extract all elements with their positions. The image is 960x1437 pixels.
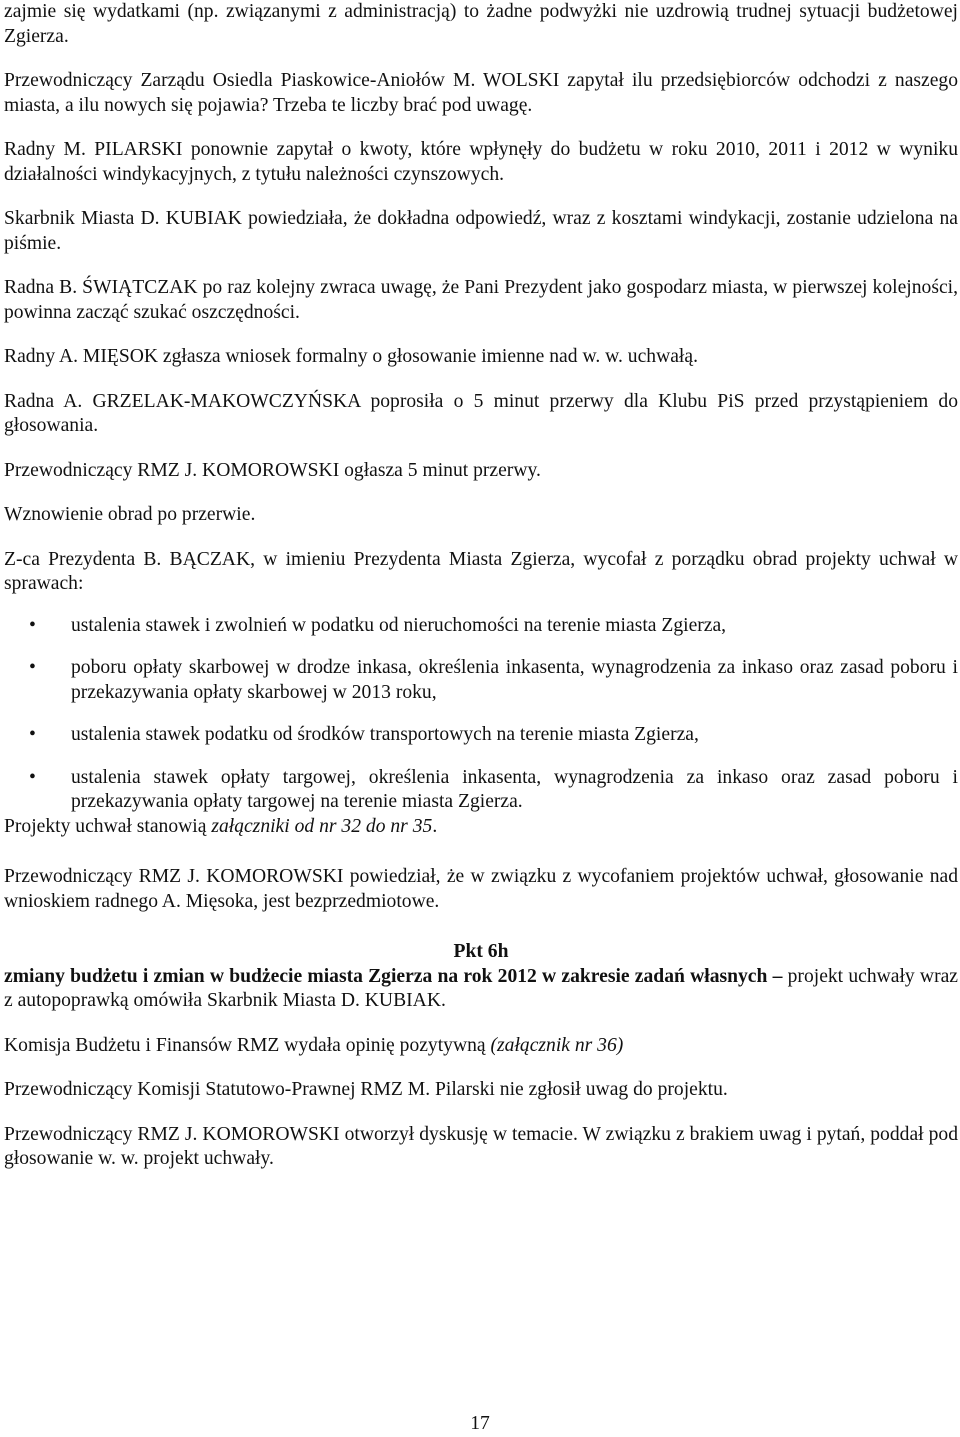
list-item [4,656,958,705]
paragraph: zajmie się wydatkami (np. związanymi z administracją) to żadne podwyżki nie uzdrowią trudnej sytuacji budżetowej Zgierza. [4,1,958,47]
paragraph: Radny A. MIĘSOK zgłasza wniosek formalny o głosowanie imienne nad w. w. uchwałą. [4,346,698,367]
list-item-text: poboru opłaty skarbowej w drodze inkasa, określenia inkasenta, wynagrodzenia za inkaso oraz zasad poboru i przekazywania opłaty skarbowej w 2013 roku, [71,657,958,703]
section-heading: Pkt 6h [453,941,509,962]
paragraph: Przewodniczący Zarządu Osiedla Piaskowice-Aniołów M. WOLSKI zapytał ilu przedsiębiorców odchodzi z naszego miasta, a ilu nowych się pojawia? Trzeba te liczby brać pod uwagę. [4,70,958,116]
list-item-text: ustalenia stawek i zwolnień w podatku od nieruchomości na terenie miasta Zgierza, [71,614,727,636]
paragraph: Radna B. ŚWIĄTCZAK po raz kolejny zwraca uwagę, że Pani Prezydent jako gospodarz miasta, w pierwszej kolejności, powinna zacząć szukać oszczędności. [4,277,958,323]
paragraph: Radna A. GRZELAK-MAKOWCZYŃSKA poprosiła o 5 minut przerwy dla Klubu PiS przed przystąpieniem do głosowania. [4,390,958,436]
list-item [4,723,958,748]
paragraph: Radny M. PILARSKI ponownie zapytał o kwoty, które wpłynęły do budżetu w roku 2010, 2011 i 2012 w wyniku działalności windykacyjnych, z tytułu należności czynszowych. [4,139,958,185]
projects-note: Projekty uchwał stanowią załączniki od nr 32 do nr 35. [4,815,438,837]
paragraph: Przewodniczący RMZ J. KOMOROWSKI ogłasza 5 minut przerwy. [4,459,541,481]
paragraph: Wznowienie obrad po przerwie. [4,504,256,525]
withdrawn-projects-list [4,614,958,815]
paragraph: Przewodniczący RMZ J. KOMOROWSKI otworzył dyskusję w temacie. W związku z brakiem uwag i pytań, poddał pod głosowanie w. w. projekt uchwały. [4,1123,958,1169]
section-subject: zmiany budżetu i zmian w budżecie miasta Zgierza na rok 2012 w zakresie zadań własnych – projekt uchwały wraz z autopoprawką omówiła Skarbnik Miasta D. KUBIAK. [4,965,958,1011]
paragraph: Przewodniczący RMZ J. KOMOROWSKI powiedział, że w związku z wycofaniem projektów uchwał, głosowanie nad wnioskiem radnego A. Mięsoka, jest bezprzedmiotowe. [4,866,958,912]
paragraph: Z-ca Prezydenta B. BĄCZAK, w imieniu Prezydenta Miasta Zgierza, wycofał z porządku obrad projekty uchwał w sprawach: [4,548,958,594]
attachments-reference: załączniki od nr 32 do nr 35 [211,815,433,837]
paragraph: Skarbnik Miasta D. KUBIAK powiedziała, że dokładna odpowiedź, wraz z kosztami windykacji, zostanie udzielona na piśmie. [4,208,958,254]
document-page [4,0,958,1172]
commission-opinion: Komisja Budżetu i Finansów RMZ wydała opinię pozytywną (załącznik nr 36) [4,1034,624,1056]
bullet-icon: • [29,657,36,678]
bullet-icon: • [29,724,36,745]
list-item [4,614,958,639]
bullet-icon: • [29,766,36,788]
section-subject-title: zmiany budżetu i zmian w budżecie miasta Zgierza na rok 2012 w zakresie zadań własnych – [4,965,783,987]
list-item-text: ustalenia stawek podatku od środków transportowych na terenie miasta Zgierza, [71,724,699,745]
list-item [4,766,958,815]
attachment-reference: (załącznik nr 36) [490,1034,624,1056]
list-item-text: ustalenia stawek opłaty targowej, określenia inkasenta, wynagrodzenia za inkaso oraz zasad poboru i przekazywania opłaty targowej na terenie miasta Zgierza. [71,766,958,812]
bullet-icon: • [29,614,36,636]
page-number: 17 [470,1413,490,1434]
paragraph: Przewodniczący Komisji Statutowo-Prawnej RMZ M. Pilarski nie zgłosił uwag do projektu. [4,1079,728,1100]
